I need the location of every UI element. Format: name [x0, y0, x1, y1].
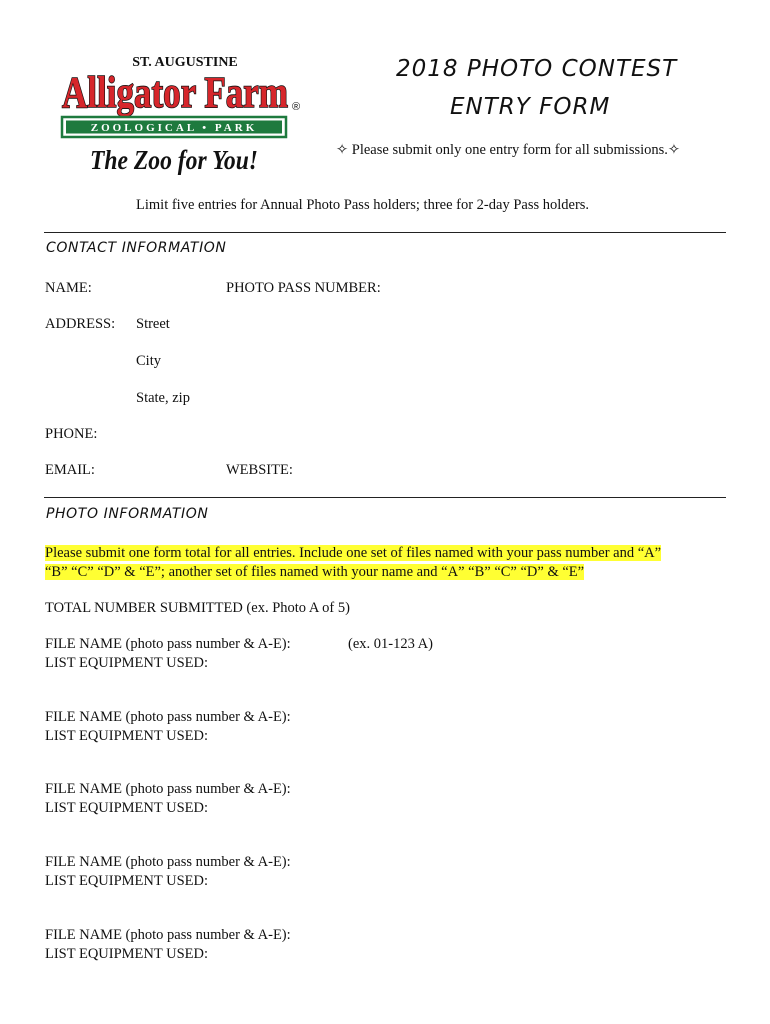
photo-instructions: [45, 544, 730, 582]
logo-band-text: ZOOLOGICAL • PARK: [90, 122, 258, 134]
title-line-1: 2018 PHOTO CONTEST: [396, 56, 678, 82]
state-zip-label: State, zip: [136, 390, 190, 406]
total-submitted-label: TOTAL NUMBER SUBMITTED (ex. Photo A of 5): [45, 600, 350, 616]
contact-heading: CONTACT INFORMATION: [46, 240, 227, 256]
divider-photo: [44, 497, 726, 498]
name-label: NAME:: [45, 280, 92, 296]
photo-heading: PHOTO INFORMATION: [46, 506, 209, 522]
logo-tagline: The Zoo for You!: [90, 145, 258, 175]
file-name-label: FILE NAME (photo pass number & A-E):: [45, 927, 291, 943]
city-label: City: [136, 353, 161, 369]
divider-contact: [44, 232, 726, 233]
title-line-2: ENTRY FORM: [450, 94, 611, 120]
entry-2: [45, 708, 291, 746]
logo-top-text: ST. AUGUSTINE: [132, 55, 238, 70]
alligator-farm-logo: [60, 52, 310, 177]
file-name-label: FILE NAME (photo pass number & A-E):: [45, 854, 291, 870]
entry-3: [45, 780, 291, 818]
equipment-label: LIST EQUIPMENT USED:: [45, 655, 208, 671]
street-label: Street: [136, 316, 170, 332]
logo-brand: Alligator Farm: [62, 68, 288, 117]
address-label: ADDRESS:: [45, 316, 116, 332]
equipment-label: LIST EQUIPMENT USED:: [45, 800, 208, 816]
entry-5: [45, 926, 291, 964]
file-name-example: (ex. 01-123 A): [348, 636, 433, 652]
equipment-label: LIST EQUIPMENT USED:: [45, 728, 208, 744]
phone-label: PHONE:: [45, 426, 98, 442]
website-label: WEBSITE:: [226, 462, 293, 478]
logo-reg-mark: ®: [292, 101, 301, 113]
email-label: EMAIL:: [45, 462, 95, 478]
equipment-label: LIST EQUIPMENT USED:: [45, 946, 208, 962]
entry-4: [45, 853, 291, 891]
subtitle: ✧ Please submit only one entry form for all submissions.✧: [336, 142, 681, 158]
instruction-line-1: Please submit one form total for all entries. Include one set of files named with your pass number and “A”: [45, 545, 662, 561]
entry-1: [45, 635, 291, 673]
file-name-label: FILE NAME (photo pass number & A-E):: [45, 709, 291, 725]
file-name-label: FILE NAME (photo pass number & A-E):: [45, 781, 291, 797]
limit-note: Limit five entries for Annual Photo Pass holders; three for 2-day Pass holders.: [136, 197, 590, 213]
instruction-line-2: “B” “C” “D” & “E”; another set of files named with your name and “A” “B” “C” “D” & “E”: [45, 564, 585, 580]
equipment-label: LIST EQUIPMENT USED:: [45, 873, 208, 889]
file-name-label: FILE NAME (photo pass number & A-E):: [45, 636, 291, 652]
pass-number-label: PHOTO PASS NUMBER:: [226, 280, 381, 296]
